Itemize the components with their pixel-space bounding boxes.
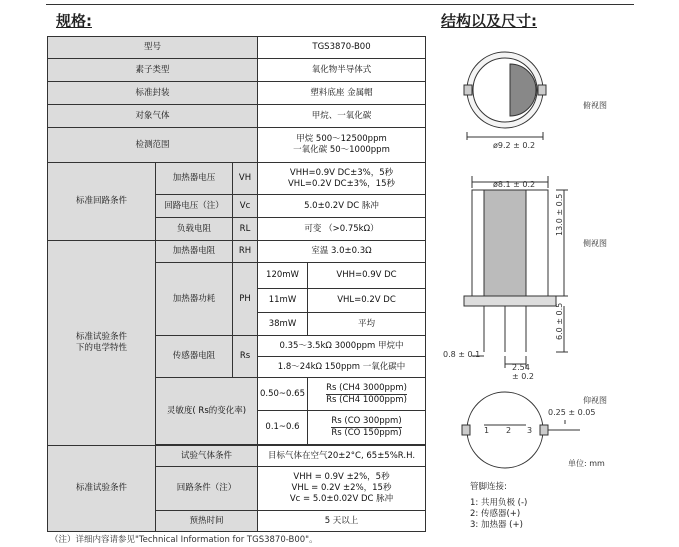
side-view-label: 侧视图 (583, 239, 607, 248)
top-view-label: 俯视图 (583, 101, 607, 110)
sensor-resistance-line-1: 0.35～3.5kΩ 3000ppm 甲烷中 (258, 336, 426, 357)
range-line-1: 甲烷 500～12500ppm (296, 134, 387, 144)
range-value (258, 128, 426, 163)
structure-title: 结构以及尺寸: (441, 12, 537, 30)
tab-width-label: 0.25 ± 0.05 (548, 408, 596, 417)
load-resistance-label: 负载电阻 (156, 218, 233, 241)
test-gas-label: 试验气体条件 (156, 446, 258, 467)
pin-pitch-label: 2.54 (512, 363, 530, 372)
heater-power-condition: VHL=0.2V DC (308, 289, 426, 313)
outer-diameter-label: ø9.2 ± 0.2 (493, 141, 536, 150)
circuit-group-label: 标准回路条件 (48, 163, 156, 241)
height-label: 13.0 ± 0.5 (555, 193, 564, 236)
electrical-group-line-2: 下的电学特性 (75, 343, 127, 353)
circuit-voltage-symbol: Vc (233, 195, 258, 218)
heater-power-symbol: PH (233, 263, 258, 336)
preheat-label: 预热时间 (156, 511, 258, 532)
heater-resistance-symbol: RH (233, 241, 258, 263)
top-rule (46, 4, 634, 5)
pin-2-desc: 2: 传感器(+) (470, 509, 521, 519)
pin-1-desc: 1: 共用负极 (-) (470, 498, 528, 508)
heater-power-value: 11mW (258, 289, 308, 313)
bottom-view-drawing (462, 392, 580, 468)
pin-number-1: 1 (484, 426, 490, 435)
pin-number-3: 3 (527, 426, 533, 435)
heater-resistance-value: 室温 3.0±0.3Ω (258, 241, 426, 263)
pin-pitch-tolerance: ± 0.2 (512, 372, 534, 381)
load-resistance-value: 可变 （>0.75kΩ） (258, 218, 426, 241)
sensor-resistance-line-2: 1.8～24kΩ 150ppm 一氧化碳中 (258, 357, 426, 378)
pin-length-label: 6.0 ± 0.5 (555, 302, 564, 340)
heater-voltage-line-2: VHL=0.2V DC±3%，15秒 (287, 178, 395, 189)
gas-value: 甲烷、一氧化碳 (258, 105, 426, 128)
sensitivity-ratio (308, 411, 426, 445)
heater-voltage-line-1: VHH=0.9V DC±3%，5秒 (289, 167, 394, 178)
unit-label: 单位: mm (568, 459, 605, 468)
sensitivity-range: 0.1~0.6 (258, 411, 308, 445)
footnote: （注）详细内容请参见"Technical Information for TGS3870-B00"。 (50, 535, 318, 545)
test-circuit-value (258, 467, 426, 511)
spec-title: 规格: (56, 12, 92, 30)
heater-resistance-label: 加热器电阻 (156, 241, 233, 263)
gas-label: 对象气体 (48, 105, 258, 128)
spec-table (47, 36, 426, 532)
sensitivity-numerator: Rs (CO 300ppm) (331, 416, 402, 426)
sensitivity-range: 0.50~0.65 (258, 378, 308, 411)
circuit-voltage-value: 5.0±0.2V DC 脉冲 (258, 195, 426, 218)
element-label: 素子类型 (48, 59, 258, 82)
heater-power-value: 120mW (258, 263, 308, 289)
model-value: TGS3870-B00 (258, 37, 426, 59)
package-label: 标准封装 (48, 82, 258, 105)
side-view-drawing (464, 176, 568, 368)
sensitivity-denominator: Rs (CH4 1000ppm) (326, 394, 407, 405)
heater-power-condition: 平均 (308, 313, 426, 336)
pin-number-2: 2 (506, 426, 512, 435)
pin-connection-title: 管脚连接: (470, 482, 507, 492)
electrical-group-line-1: 标准试验条件 (75, 332, 127, 342)
bottom-view-label: 仰视图 (583, 396, 607, 405)
model-label: 型号 (48, 37, 258, 59)
package-value: 塑料底座 金属帽 (258, 82, 426, 105)
sensor-resistance-label: 传感器电阻 (156, 336, 233, 378)
sensitivity-ratio (308, 378, 426, 411)
heater-voltage-value (258, 163, 426, 195)
sensor-resistance-symbol: Rs (233, 336, 258, 378)
inner-diameter-label: ø8.1 ± 0.2 (493, 180, 536, 189)
sensitivity-label: 灵敏度( Rs的变化率) (156, 378, 258, 445)
heater-power-value: 38mW (258, 313, 308, 336)
heater-power-label: 加热器功耗 (156, 263, 233, 336)
load-resistance-symbol: RL (233, 218, 258, 241)
sensitivity-numerator: Rs (CH4 3000ppm) (326, 382, 407, 393)
structure-diagram (440, 40, 670, 470)
heater-power-condition: VHH=0.9V DC (308, 263, 426, 289)
heater-voltage-symbol: VH (233, 163, 258, 195)
range-line-2: 一氧化碳 50～1000ppm (293, 145, 390, 155)
test-circuit-label: 回路条件（注） (156, 467, 258, 511)
test-group-label: 标准试验条件 (48, 446, 156, 532)
test-circuit-line-3: Vc = 5.0±0.02V DC 脉冲 (289, 494, 394, 504)
sensitivity-denominator: Rs (CO 150ppm) (331, 428, 402, 438)
pin-3-desc: 3: 加热器 (+) (470, 520, 523, 530)
test-circuit-line-2: VHL = 0.2V ±2%，15秒 (291, 483, 392, 493)
preheat-value: 5 天以上 (258, 511, 426, 532)
element-value: 氧化物半导体式 (258, 59, 426, 82)
test-circuit-line-1: VHH = 0.9V ±2%，5秒 (293, 472, 390, 482)
heater-voltage-label: 加热器电压 (156, 163, 233, 195)
circuit-voltage-label: 回路电压（注） (156, 195, 233, 218)
top-view-drawing (464, 52, 546, 140)
range-label: 检测范围 (48, 128, 258, 163)
pin-diameter-label: 0.8 ± 0.1 (443, 350, 481, 359)
electrical-group-label (48, 241, 156, 446)
test-gas-value: 目标气体在空气20±2°C, 65±5%R.H. (258, 446, 426, 467)
